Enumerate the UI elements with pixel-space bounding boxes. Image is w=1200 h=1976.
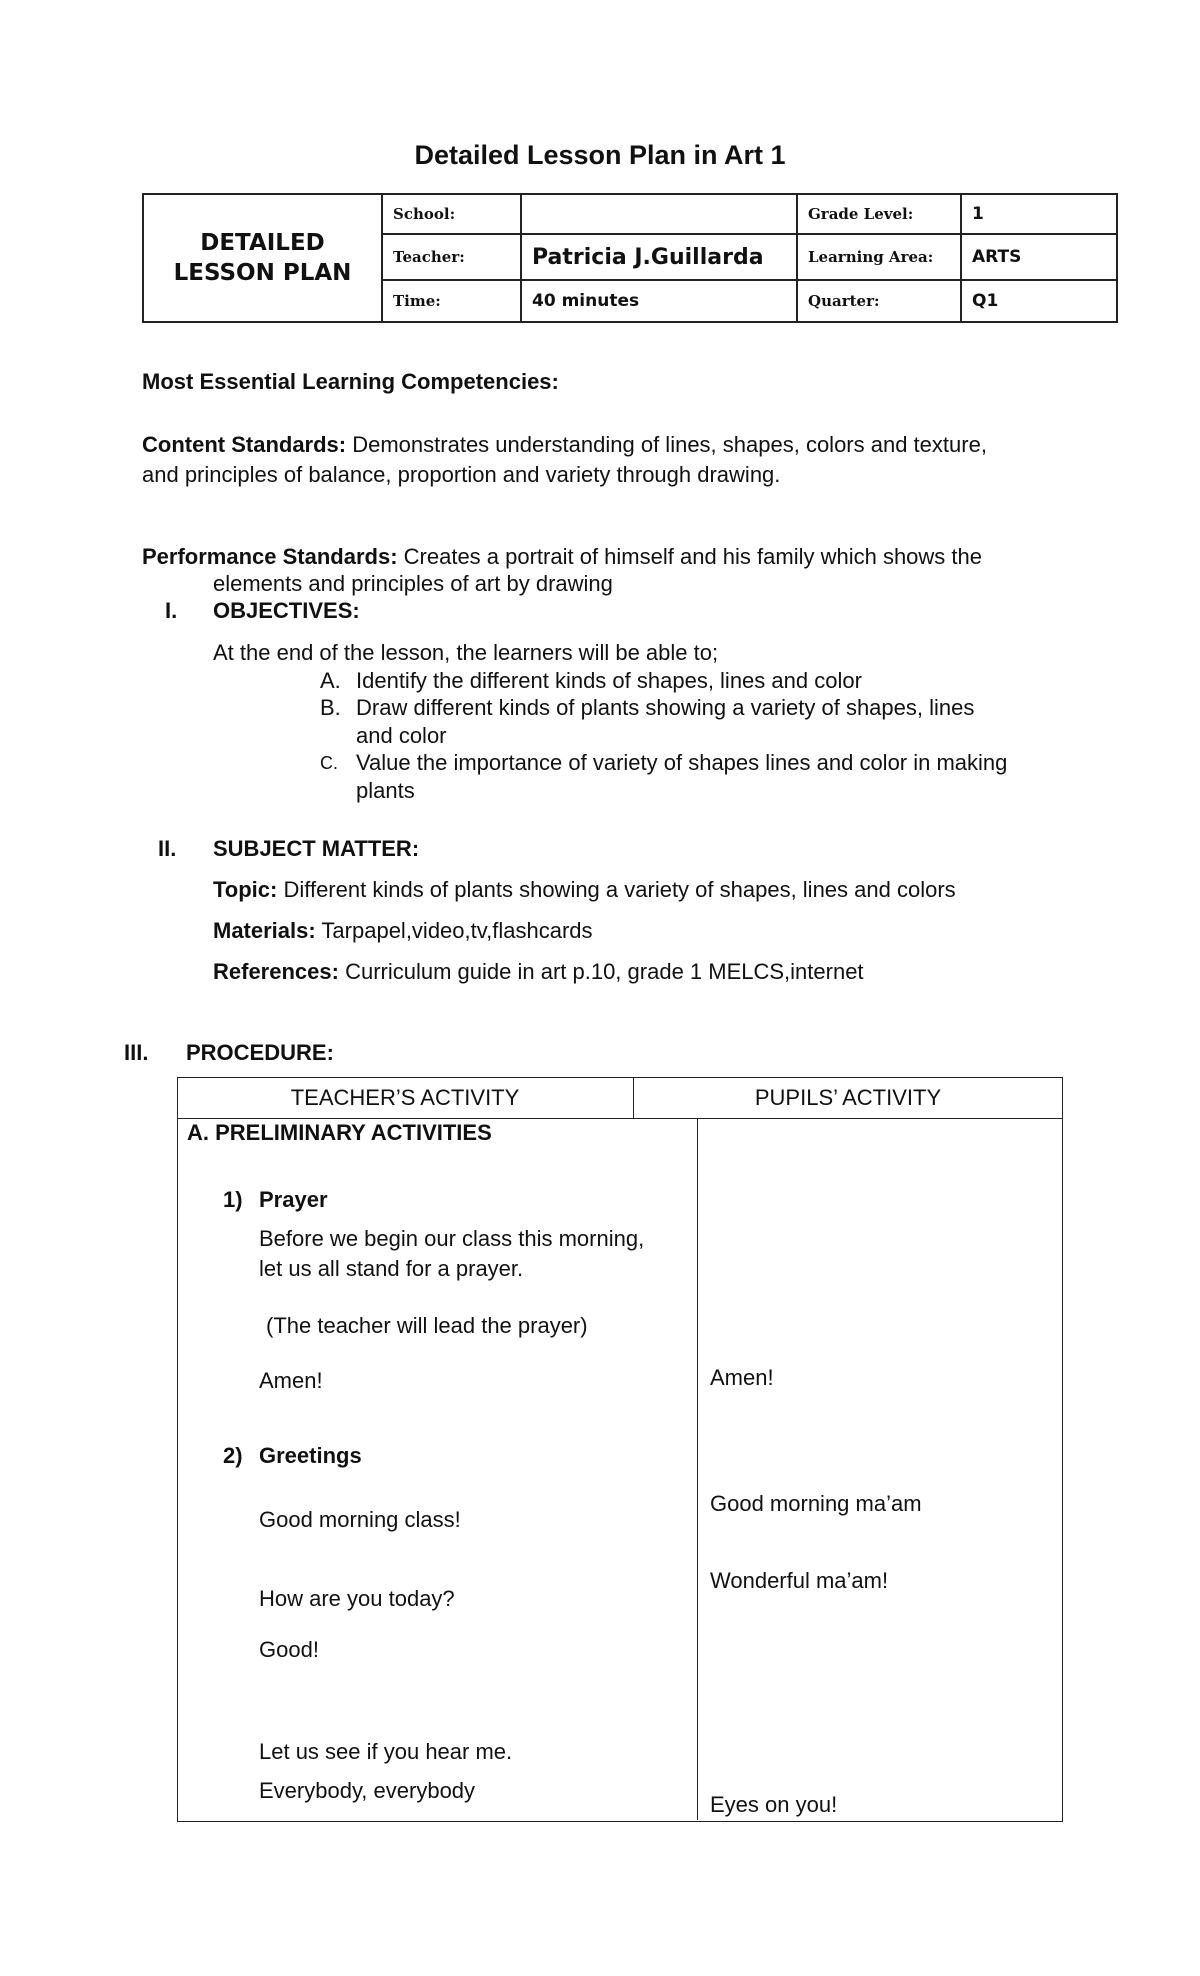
- objective-text-cont: plants: [356, 778, 415, 803]
- lesson-plan-heading: [143, 194, 382, 322]
- subject-matter-numeral: II.: [158, 836, 177, 861]
- greetings-number: 2): [223, 1443, 243, 1468]
- procedure-heading: PROCEDURE:: [186, 1040, 334, 1065]
- lesson-plan-heading-line1: DETAILED: [200, 230, 325, 256]
- performance-standards-line2: elements and principles of art by drawing: [213, 571, 613, 596]
- materials-value: Tarpapel,video,tv,flashcards: [315, 918, 593, 943]
- melc-heading: Most Essential Learning Competencies:: [142, 369, 559, 394]
- grade-level-label: Grade Level:: [797, 194, 961, 234]
- section-preliminary: A. PRELIMINARY ACTIVITIES: [187, 1120, 492, 1145]
- pupils-activity-header: PUPILS’ ACTIVITY: [754, 1085, 942, 1110]
- procedure-table: [177, 1077, 1063, 1822]
- school-label: School:: [382, 194, 521, 234]
- objective-letter: B.: [320, 695, 341, 720]
- objective-text-cont: and color: [356, 723, 447, 748]
- time-value: 40 minutes: [521, 280, 797, 322]
- prayer-note: (The teacher will lead the prayer): [266, 1313, 588, 1338]
- topic: [213, 876, 956, 904]
- content-standards-label: Content Standards:: [142, 432, 347, 457]
- teacher-amen: Amen!: [259, 1368, 323, 1393]
- pupil-amen: Amen!: [710, 1365, 774, 1390]
- references: [213, 958, 864, 986]
- school-value: [521, 194, 797, 234]
- lesson-info-table: [142, 193, 1118, 323]
- learning-area-label: Learning Area:: [797, 234, 961, 280]
- teacher-value: Patricia J.Guillarda: [521, 234, 797, 280]
- procedure-numeral: III.: [124, 1040, 149, 1065]
- grade-level-value: 1: [961, 194, 1117, 234]
- greetings-title: Greetings: [259, 1443, 362, 1468]
- prayer-number: 1): [223, 1187, 243, 1212]
- teacher-activity-header: TEACHER’S ACTIVITY: [290, 1085, 520, 1110]
- prayer-line: let us all stand for a prayer.: [259, 1256, 524, 1281]
- content-standards-line1: Demonstrates understanding of lines, shapes, colors and texture,: [346, 432, 987, 457]
- prayer-line: Before we begin our class this morning,: [259, 1226, 645, 1251]
- topic-value: Different kinds of plants showing a variety of shapes, lines and colors: [277, 877, 956, 902]
- performance-standards-label: Performance Standards:: [142, 544, 398, 569]
- topic-label: Topic:: [213, 877, 278, 902]
- materials-label: Materials:: [213, 918, 316, 943]
- teacher-label: Teacher:: [382, 234, 521, 280]
- hear-me-line: Let us see if you hear me.: [259, 1739, 513, 1764]
- how-are-you: How are you today?: [259, 1586, 455, 1611]
- performance-standards-line1: Creates a portrait of himself and his family which shows the: [397, 544, 983, 569]
- materials: [213, 917, 593, 945]
- objective-text: Draw different kinds of plants showing a variety of shapes, lines: [356, 695, 975, 720]
- quarter-label: Quarter:: [797, 280, 961, 322]
- objective-letter: C.: [320, 753, 338, 773]
- time-label: Time:: [382, 280, 521, 322]
- objectives-numeral: I.: [165, 598, 178, 623]
- content-standards-line2: and principles of balance, proportion and variety through drawing.: [142, 462, 781, 487]
- subject-matter-heading: SUBJECT MATTER:: [213, 836, 420, 861]
- objective-text: Value the importance of variety of shapes lines and color in making: [356, 750, 1008, 775]
- objective-letter: A.: [320, 668, 341, 693]
- quarter-value: Q1: [961, 280, 1117, 322]
- learning-area-value: ARTS: [961, 234, 1117, 280]
- greeting-line: Good morning class!: [259, 1507, 461, 1532]
- references-value: Curriculum guide in art p.10, grade 1 MELCS,internet: [338, 959, 864, 984]
- pupil-eyes: Eyes on you!: [710, 1792, 838, 1817]
- objectives-intro: At the end of the lesson, the learners will be able to;: [213, 640, 719, 665]
- lesson-plan-heading-line2: LESSON PLAN: [173, 260, 352, 286]
- performance-standards: [142, 543, 1066, 571]
- column-divider: [697, 1118, 698, 1820]
- good-line: Good!: [259, 1637, 319, 1662]
- everybody-line: Everybody, everybody: [259, 1778, 476, 1803]
- objective-text: Identify the different kinds of shapes, lines and color: [356, 668, 862, 693]
- pupil-wonderful: Wonderful ma’am!: [710, 1568, 889, 1593]
- references-label: References:: [213, 959, 339, 984]
- prayer-title: Prayer: [259, 1187, 328, 1212]
- pupil-greeting: Good morning ma’am: [710, 1491, 922, 1516]
- objectives-heading: OBJECTIVES:: [213, 598, 360, 623]
- page-title: Detailed Lesson Plan in Art 1: [414, 140, 786, 170]
- content-standards: [142, 431, 1066, 459]
